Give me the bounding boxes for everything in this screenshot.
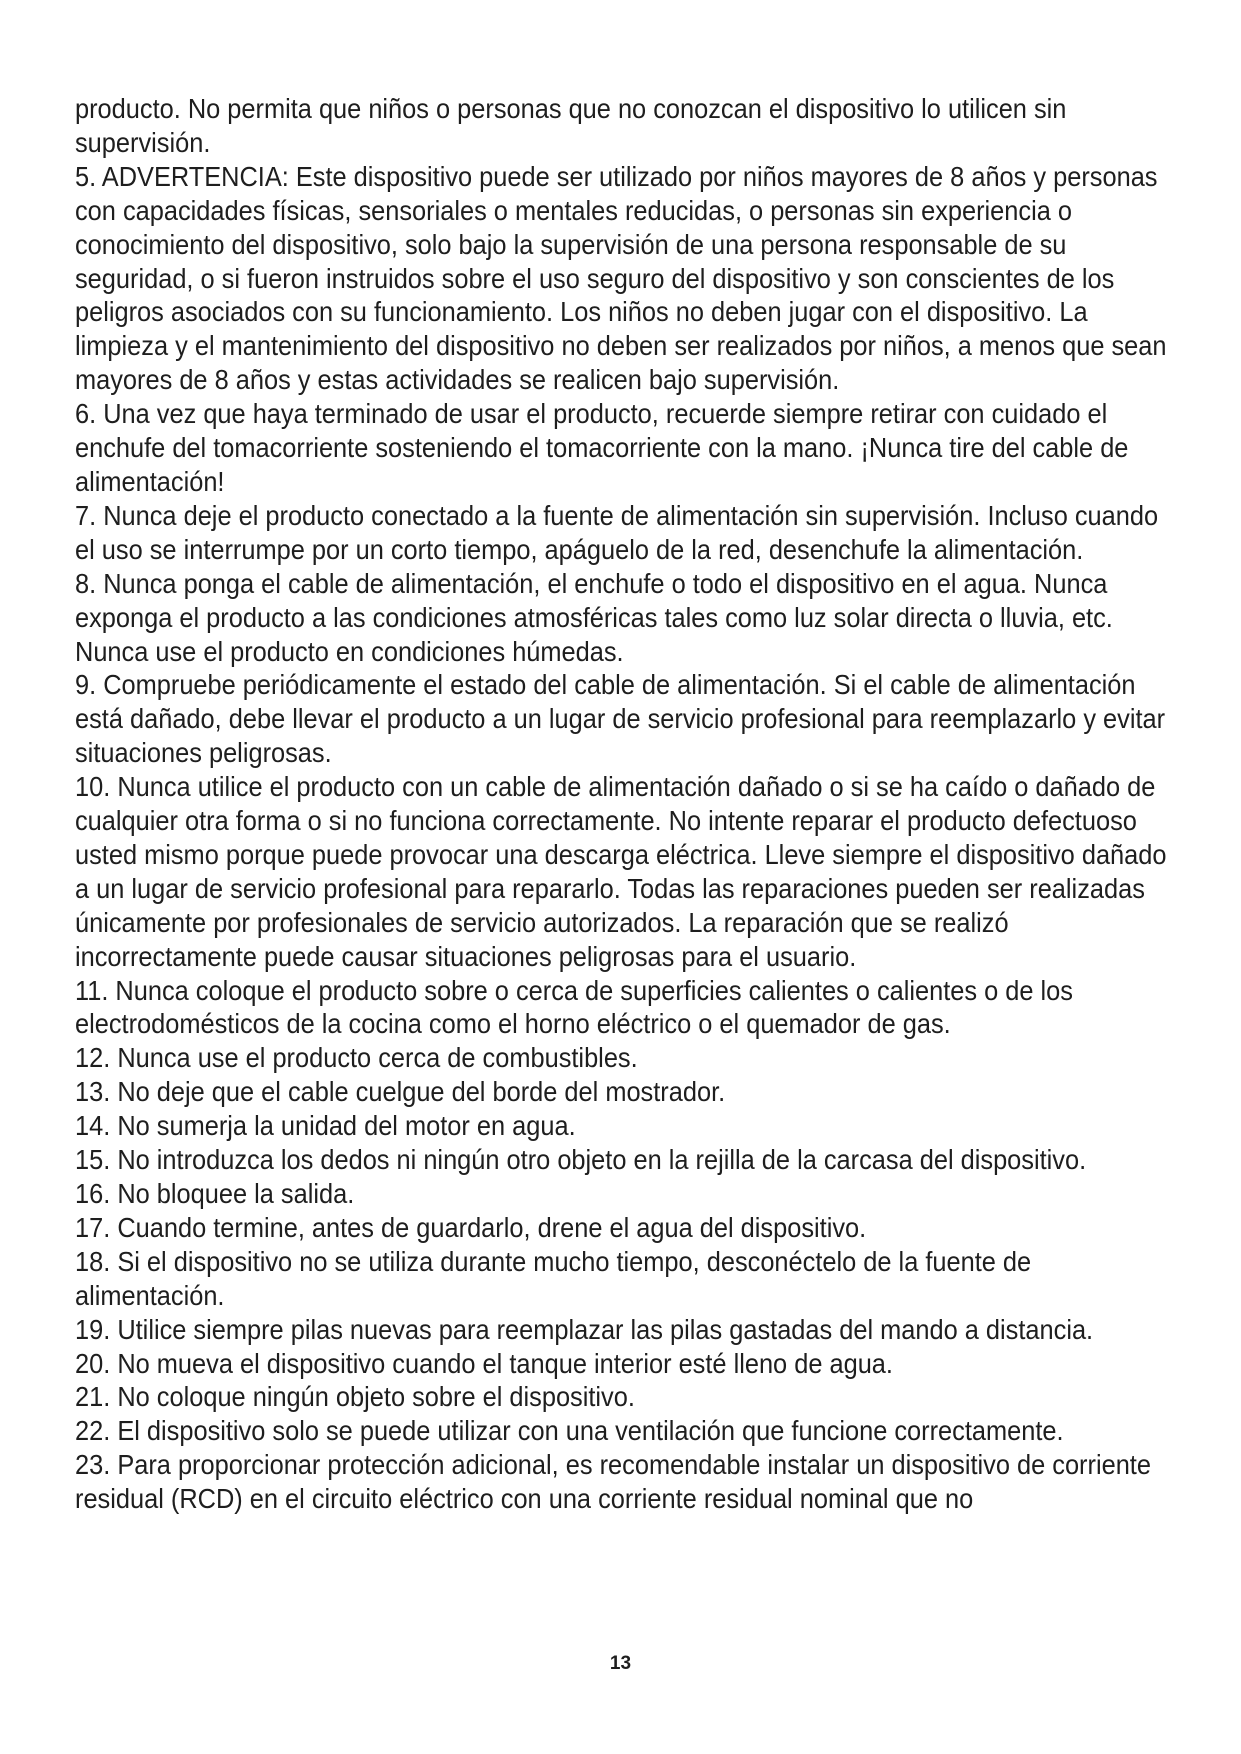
paragraph-item-13: 13. No deje que el cable cuelgue del borde del mostrador. [75,1075,726,1108]
paragraph-item-10: 10. Nunca utilice el producto con un cable de alimentación dañado o si se ha caído o dañado de cualquier otra forma o si no funciona correctamente. No intente reparar el producto defectuoso usted mismo porque puede provocar una descarga eléctrica. Lleve siempre el dispositivo dañado a un lugar de servicio profesional para repararlo. Todas las reparaciones pueden ser realizadas únicamente por profesionales de servicio autorizados. La reparación que se realizó incorrectamente puede causar situaciones peligrosas para el usuario. [75,770,1167,972]
paragraph-item-9: 9. Compruebe periódicamente el estado del cable de alimentación. Si el cable de alimentación está dañado, debe llevar el producto a un lugar de servicio profesional para reemplazarlo y evitar situaciones peligrosas. [75,668,1166,769]
paragraph-item-19: 19. Utilice siempre pilas nuevas para reemplazar las pilas gastadas del mando a distancia. [75,1312,1094,1345]
paragraph-item-22: 22. El dispositivo solo se puede utilizar con una ventilación que funcione correctamente. [75,1414,1064,1447]
paragraph-item-12: 12. Nunca use el producto cerca de combustibles. [75,1041,638,1074]
paragraph-item-8: 8. Nunca ponga el cable de alimentación, el enchufe o todo el dispositivo en el agua. Nunca exponga el producto a las condiciones atmosféricas tales como luz solar directa o lluvia, etc. Nunca use el producto en condiciones húmedas. [75,566,1113,667]
paragraph-item-15: 15. No introduzca los dedos ni ningún otro objeto en la rejilla de la carcasa del dispositivo. [75,1143,1087,1176]
paragraph-item-20: 20. No mueva el dispositivo cuando el tanque interior esté lleno de agua. [75,1346,893,1379]
paragraph-item-16: 16. No bloquee la salida. [75,1177,355,1209]
paragraph-item-18: 18. Si el dispositivo no se utiliza durante mucho tiempo, desconéctelo de la fuente de alimentación. [75,1244,1032,1311]
body-text [75,92,1185,1516]
paragraph-item-6: 6. Una vez que haya terminado de usar el producto, recuerde siempre retirar con cuidado el enchufe del tomacorriente sosteniendo el tomacorriente con la mano. ¡Nunca tire del cable de alimentación! [75,397,1129,497]
paragraph-item-5: 5. ADVERTENCIA: Este dispositivo puede ser utilizado por niños mayores de 8 años y personas con capacidades físicas, sensoriales o mentales reducidas, o personas sin experiencia o conocimiento del dispositivo, solo bajo la supervisión de una persona responsable de su seguridad, o si fueron instruidos sobre el uso seguro del dispositivo y son conscientes de los peligros asociados con su funcionamiento. Los niños no deben jugar con el dispositivo. La limpieza y el mantenimiento del dispositivo no deben ser realizados por niños, a menos que sean mayores de 8 años y estas actividades se realicen bajo supervisión. [75,159,1167,396]
paragraph-item-11: 11. Nunca coloque el producto sobre o cerca de superficies calientes o calientes o de los electrodomésticos de la cocina como el horno eléctrico o el quemador de gas. [75,973,1073,1040]
paragraph-item-23: 23. Para proporcionar protección adicional, es recomendable instalar un dispositivo de corriente residual (RCD) en el circuito eléctrico con una corriente residual nominal que no [75,1448,1151,1515]
paragraph-item-14: 14. No sumerja la unidad del motor en agua. [75,1109,576,1142]
paragraph-item-17: 17. Cuando termine, antes de guardarlo, drene el agua del dispositivo. [75,1210,867,1243]
paragraph-item-7: 7. Nunca deje el producto conectado a la fuente de alimentación sin supervisión. Incluso cuando el uso se interrumpe por un corto tiempo, apáguelo de la red, desenchufe la alimentación. [75,498,1159,565]
page-number: 13 [609,1653,632,1674]
paragraph-continuation: producto. No permita que niños o personas que no conozcan el dispositivo lo utilicen sin supervisión. [75,92,1067,158]
paragraph-item-21: 21. No coloque ningún objeto sobre el dispositivo. [75,1380,635,1413]
